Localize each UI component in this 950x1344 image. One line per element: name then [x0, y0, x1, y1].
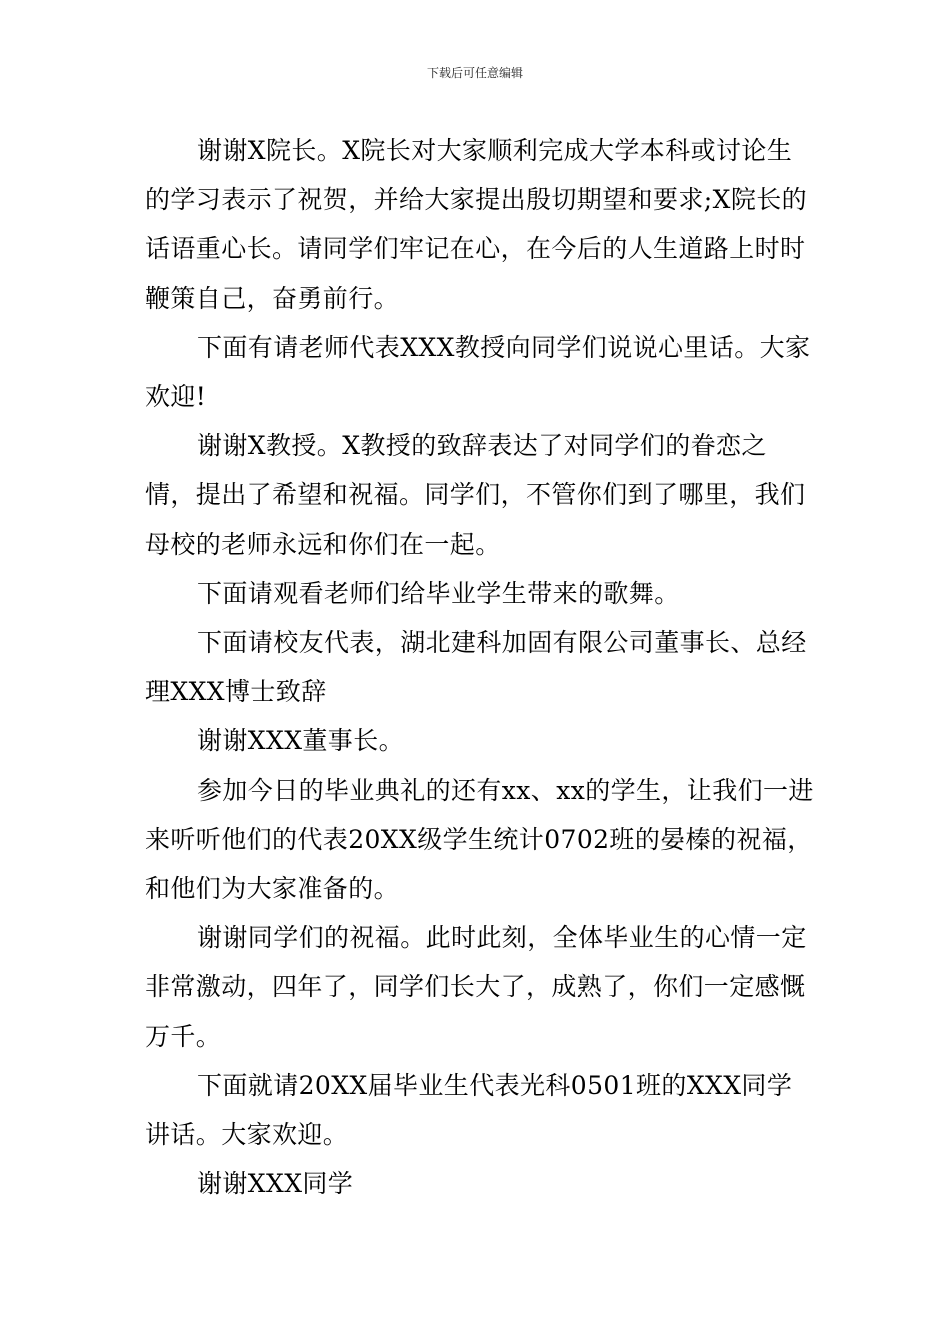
paragraph: 下面有请老师代表XXX教授向同学们说说心里话。大家欢迎!: [145, 332, 811, 412]
paragraph: 谢谢同学们的祝福。此时此刻，全体毕业生的心情一定非常激动，四年了，同学们长大了，成熟了，你们一定感慨万千。: [145, 923, 807, 1051]
paragraph: 下面就请20XX届毕业生代表光科0501班的XXX同学讲话。大家欢迎。: [145, 1070, 793, 1150]
paragraph: 谢谢X教授。X教授的致辞表达了对同学们的眷恋之情，提出了希望和祝福。同学们，不管你们到了哪里，我们母校的老师永远和你们在一起。: [145, 431, 806, 559]
document-body: [145, 126, 817, 1208]
header-note: 下载后可任意编辑: [426, 66, 523, 80]
paragraph: 下面请观看老师们给毕业学生带来的歌舞。: [197, 578, 680, 608]
paragraph: 谢谢XXX董事长。: [197, 726, 404, 756]
paragraph: 下面请校友代表，湖北建科加固有限公司董事长、总经理XXX博士致辞: [145, 628, 807, 707]
paragraph: 谢谢X院长。X院长对大家顺利完成大学本科或讨论生的学习表示了祝贺，并给大家提出殷切期望和要求;X院长的话语重心长。请同学们牢记在心，在今后的人生道路上时时鞭策自己，奋勇前行。: [145, 136, 808, 313]
paragraph: 谢谢XXX同学: [197, 1169, 354, 1199]
paragraph: 参加今日的毕业典礼的还有xx、xx的学生，让我们一进来听听他们的代表20XX级学生统计0702班的晏榛的祝福，和他们为大家准备的。: [145, 775, 814, 904]
